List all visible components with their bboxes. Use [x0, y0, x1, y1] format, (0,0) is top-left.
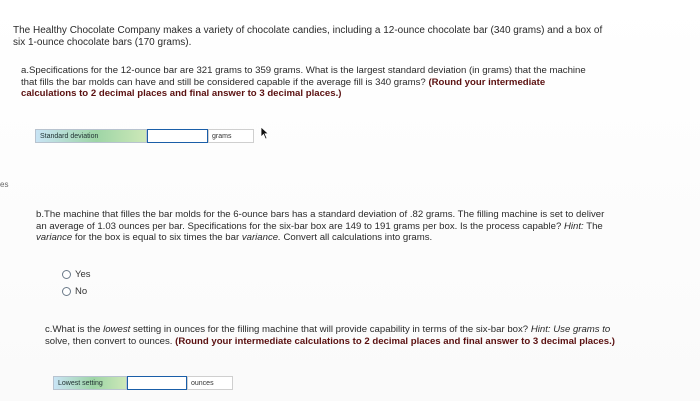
- part-a-rounding-note: calculations to 2 decimal places and final answer to 3 decimal places.): [21, 88, 342, 99]
- part-c-hint-text: Use grams to: [550, 324, 611, 335]
- part-c-line: [45, 324, 645, 336]
- hint-label: Hint:: [563, 220, 584, 232]
- radio-button-yes[interactable]: [62, 270, 71, 279]
- part-c-italic: lowest: [103, 324, 131, 335]
- part-c-answer-row: [53, 375, 233, 391]
- part-c-text: setting in ounces for the filling machine that will provide capability in terms of the six-bar box?: [130, 324, 531, 335]
- part-b-text: The: [583, 220, 603, 232]
- unit-ounces: ounces: [187, 376, 233, 390]
- part-b-text: an average of 1.03 ounces per bar. Specifications for the six-bar box are 149 to 191 grams per box. Is the process capable?: [36, 220, 564, 232]
- radio-button-no[interactable]: [62, 287, 71, 296]
- option-no[interactable]: [62, 286, 87, 297]
- cropped-edge-text: es: [0, 180, 9, 189]
- part-b-italic: variance.: [241, 232, 281, 243]
- part-a-rounding-note: (Round your intermediate: [428, 76, 546, 88]
- part-c-text: solve, then convert to ounces.: [45, 335, 176, 347]
- unit-grams: grams: [208, 129, 254, 143]
- intro-line: The Healthy Chocolate Company makes a variety of chocolate candies, including a 12-ounce chocolate bar (340 grams) and a box of: [13, 25, 603, 36]
- part-b-text: Convert all calculations into grams.: [280, 232, 433, 243]
- part-b-question: [36, 209, 656, 244]
- problem-intro: [13, 25, 663, 49]
- part-b-italic: variance: [36, 232, 73, 243]
- answer-label-standard-deviation: Standard deviation: [35, 129, 147, 143]
- part-c-rounding-note: (Round your intermediate calculations to 2 decimal places and final answer to 3 decimal places.): [175, 335, 615, 347]
- part-b-text: for the box is equal to six times the bar: [72, 232, 242, 243]
- hint-label: Hint:: [530, 324, 551, 335]
- mouse-cursor-icon: [260, 126, 270, 140]
- intro-line: six 1-ounce chocolate bars (170 grams).: [13, 37, 192, 48]
- option-label-yes: Yes: [75, 269, 91, 280]
- part-a-question: [21, 65, 641, 100]
- part-c-text: c.What is the: [45, 324, 104, 335]
- part-a-answer-row: [35, 128, 254, 144]
- part-c-line: [45, 336, 645, 348]
- option-yes[interactable]: [62, 269, 91, 280]
- part-a-line: a.Specifications for the 12-ounce bar are 321 grams to 359 grams. What is the largest standard deviation (in grams) that the machine: [21, 65, 586, 76]
- part-c-question: [45, 324, 645, 347]
- option-label-no: No: [75, 286, 88, 297]
- part-b-line: b.The machine that filles the bar molds for the 6-ounce bars has a standard deviation of .82 grams. The filling machine is set to deliver: [36, 209, 605, 220]
- lowest-setting-input[interactable]: [127, 376, 187, 390]
- part-b-line: [36, 232, 656, 244]
- answer-label-lowest-setting: Lowest setting: [53, 376, 127, 390]
- standard-deviation-input[interactable]: [147, 129, 208, 143]
- part-b-line: [36, 221, 656, 233]
- part-a-text: that fills the bar molds can have and still be considered capable if the average fill is 340 grams?: [21, 76, 429, 88]
- part-a-line: [21, 77, 641, 89]
